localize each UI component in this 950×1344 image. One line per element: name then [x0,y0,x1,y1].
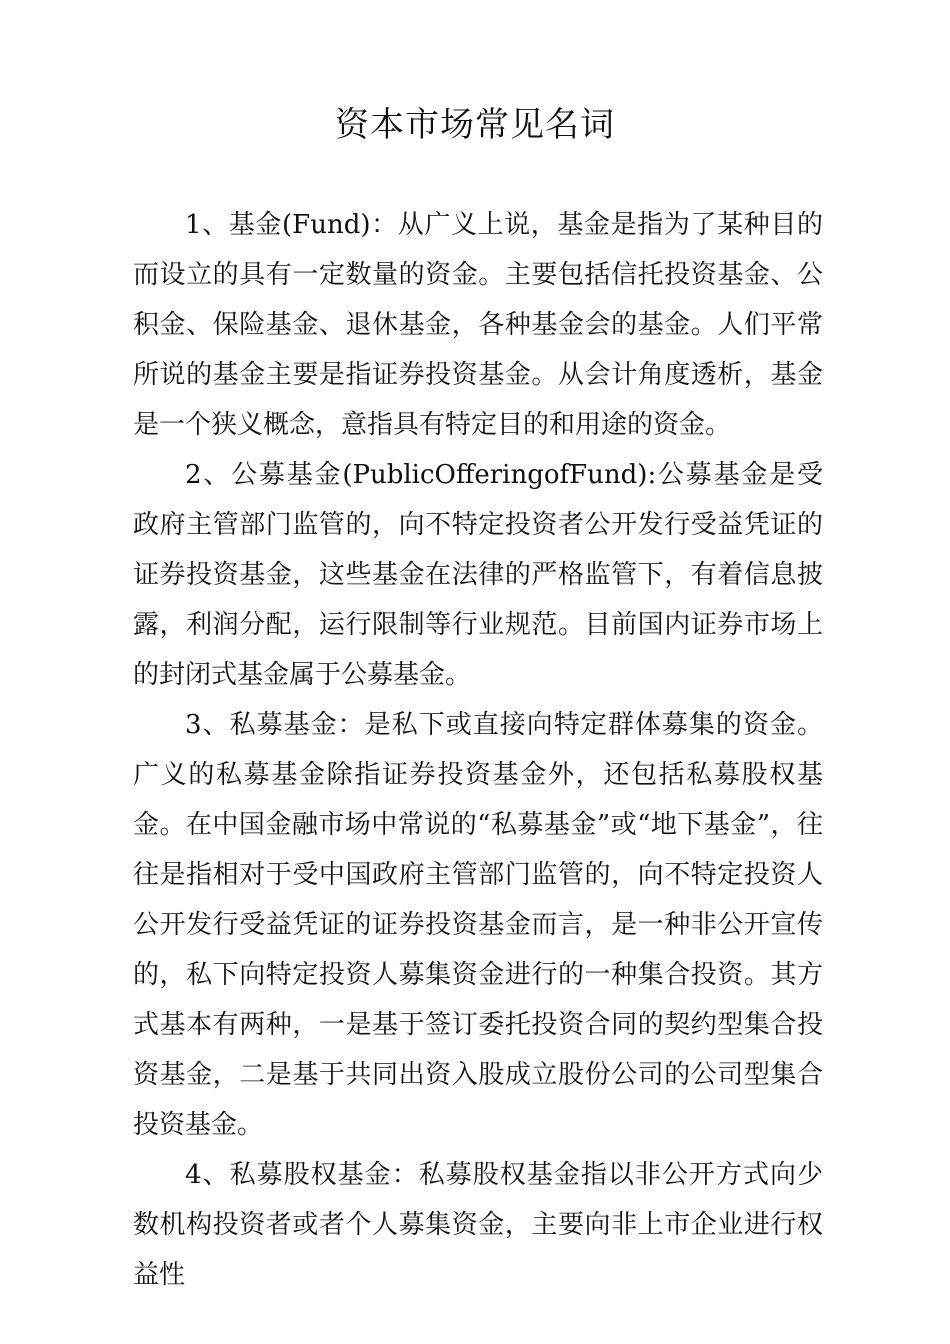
paragraph-private-equity-fund: 4、私募股权基金：私募股权基金指以非公开方式向少数机构投资者或者个人募集资金，主要向非上市企业进行权益性 [133,1160,823,1290]
paragraph-public-offering-fund: 2、公募基金(PublicOfferingofFund):公募基金是受政府主管部门监管的，向不特定投资者公开发行受益凭证的证券投资基金，这些基金在法律的严格监管下，有着信息披露，利润分配，运行限制等行业规范。目前国内证券市场上的封闭式基金属于公募基金。 [133,460,823,690]
document-title: 资本市场常见名词 [335,105,615,145]
document-body [133,200,823,1300]
paragraph-private-fund: 3、私募基金：是私下或直接向特定群体募集的资金。广义的私募基金除指证券投资基金外，还包括私募股权基金。在中国金融市场中常说的“私募基金”或“地下基金”，往往是指相对于受中国政府主管部门监管的，向不特定投资人公开发行受益凭证的证券投资基金而言，是一种非公开宣传的，私下向特定投资人募集资金进行的一种集合投资。其方式基本有两种，一是基于签订委托投资合同的契约型集合投资基金，二是基于共同出资入股成立股份公司的公司型集合投资基金。 [133,710,823,1140]
paragraph-fund: 1、基金(Fund)：从广义上说，基金是指为了某种目的而设立的具有一定数量的资金。主要包括信托投资基金、公积金、保险基金、退休基金，各种基金会的基金。人们平常所说的基金主要是指证券投资基金。从会计角度透析，基金是一个狭义概念，意指具有特定目的和用途的资金。 [133,210,823,440]
